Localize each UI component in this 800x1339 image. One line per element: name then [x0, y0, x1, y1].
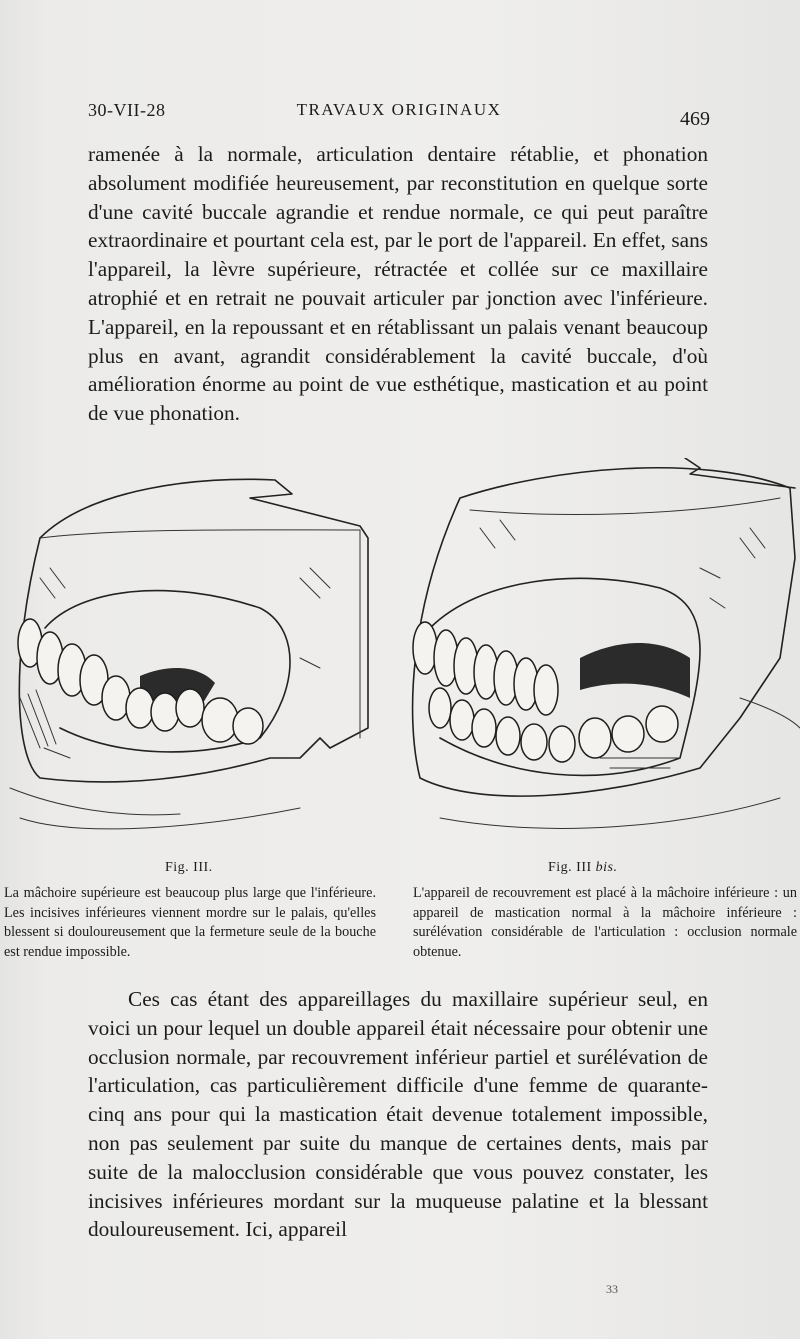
figure-iii-bis-caption: L'appareil de recouvrement est placé à la mâchoire inférieure : un appareil de mastication normal à la mâchoire inférieure : surélévation considérable de l'articulation : occlusion normale obtenue. [413, 885, 797, 960]
figure-iii-bis-illustration [400, 458, 800, 858]
page-number: 469 [680, 108, 710, 130]
figure-iii-label: Fig. III. [165, 860, 213, 875]
figure-iii-bis-label [548, 860, 618, 876]
figure-iii-bis-label-suffix: bis. [595, 860, 618, 875]
body-paragraph-top: ramenée à la normale, articulation dentaire rétablie, et phonation absolument modifiée heureusement, par reconstitution en quelque sorte d'une cavité buccale agrandie et rendue normale, ce qui peut paraître extraordinaire et pourtant cela est, par le port de l'appareil. En effet, sans l'appareil, la lèvre supérieure, rétractée et collée sur ce maxillaire atrophié et en retrait ne pouvait articuler par jonction avec l'inférieure. L'appareil, en la repoussant et en rétablissant un palais venant beaucoup plus en avant, agrandit considérablement la cavité buccale, d'où amélioration énorme au point de vue esthétique, mastication et au point de vue phonation. [88, 142, 708, 426]
section-title: TRAVAUX ORIGINAUX [296, 100, 502, 119]
figure-iii-bis-label-main: Fig. III [548, 860, 592, 875]
figure-iii-illustration [0, 458, 380, 858]
figure-iii-caption: La mâchoire supérieure est beaucoup plus large que l'inférieure. Les incisives inférieures viennent mordre sur le palais, qu'elles blessent si douloureusement que la fermeture seule de la bouche est rendue impossible. [4, 885, 376, 960]
signature-mark: 33 [606, 1282, 618, 1296]
issue-date: 30-VII-28 [88, 100, 166, 120]
running-head [88, 100, 710, 130]
body-paragraph-bottom: Ces cas étant des appareillages du maxillaire supérieur seul, en voici un pour lequel un double appareil était nécessaire pour obtenir une occlusion normale, par recouvrement inférieur partiel et surélévation de l'articulation, cas particulièrement difficile d'une femme de quarante-cinq ans pour qui la mastication était devenue totalement impossible, non pas seulement par suite du manque de certaines dents, mais par suite de la malocclusion considérable que vous pouvez constater, les incisives inférieures mordant sur la muqueuse palatine et la blessant douloureusement. Ici, appareil [88, 987, 708, 1242]
